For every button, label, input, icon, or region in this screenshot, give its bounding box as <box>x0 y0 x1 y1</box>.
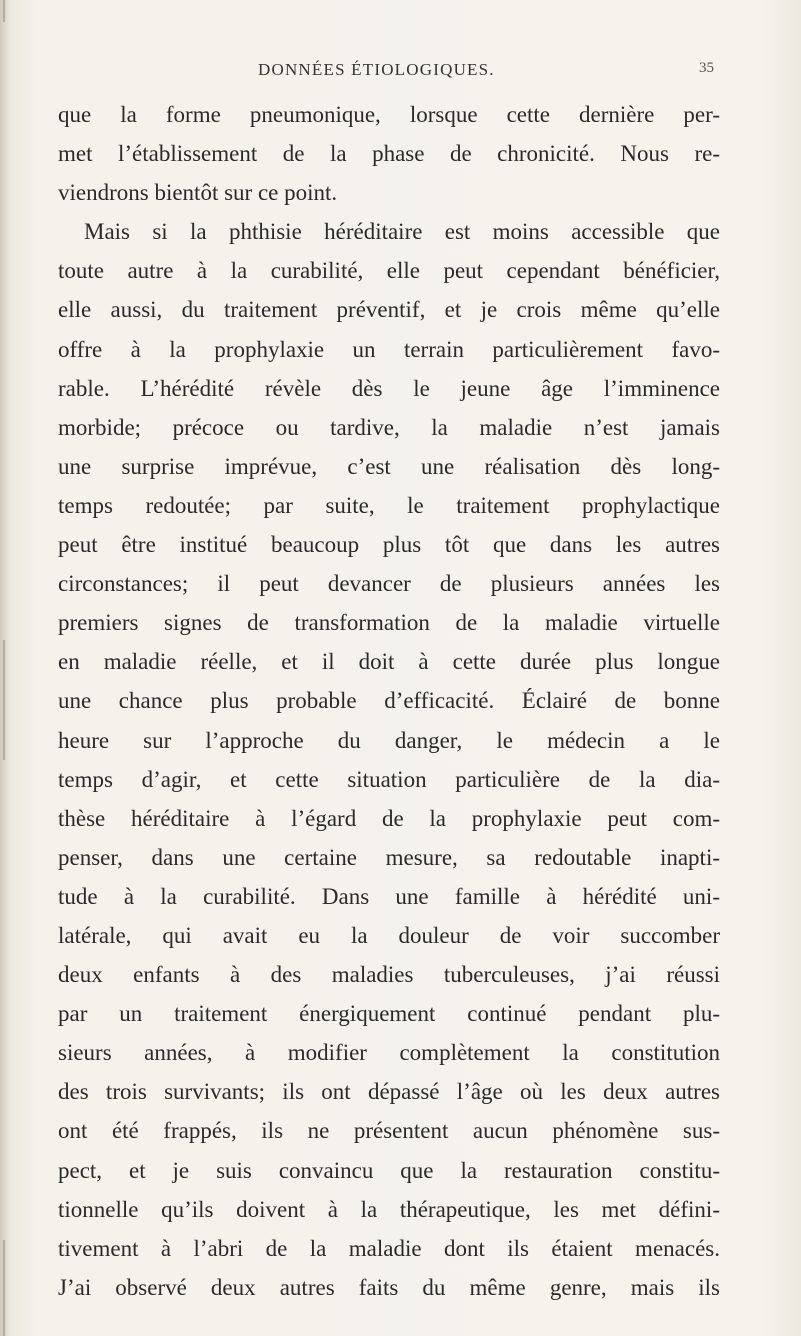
text-line: tude à la curabilité. Dans une famille à hérédité uni- <box>58 883 720 909</box>
text-line: peut être institué beaucoup plus tôt que dans les autres <box>58 532 720 558</box>
text-line: temps redoutée; par suite, le traitement prophylactique <box>58 492 720 518</box>
text-line: elle aussi, du traitement préventif, et je crois même qu’elle <box>58 297 720 323</box>
text-line: offre à la prophylaxie un terrain particulièrement favo- <box>58 336 720 362</box>
text-line: par un traitement énergiquement continué pendant plu- <box>58 1001 720 1027</box>
text-line: thèse héréditaire à l’égard de la prophylaxie peut com- <box>58 805 720 831</box>
text-line: rable. L’hérédité révèle dès le jeune âge l’imminence <box>58 375 720 401</box>
text-line: heure sur l’approche du danger, le médecin a le <box>58 727 720 753</box>
running-header <box>58 60 718 90</box>
body-text <box>58 95 720 1307</box>
page-gutter-shadow <box>0 0 10 1336</box>
text-line: latérale, qui avait eu la douleur de voir succomber <box>58 922 720 948</box>
text-line: penser, dans une certaine mesure, sa redoutable inapti- <box>58 844 720 870</box>
text-line: en maladie réelle, et il doit à cette durée plus longue <box>58 649 720 675</box>
margin-mark <box>3 640 5 760</box>
text-line: Mais si la phthisie héréditaire est moins accessible que <box>84 219 720 245</box>
text-line: viendrons bientôt sur ce point. <box>58 180 338 206</box>
text-line: premiers signes de transformation de la maladie virtuelle <box>58 610 720 636</box>
text-line: une chance plus probable d’efficacité. Éclairé de bonne <box>58 688 720 714</box>
text-line: une surprise imprévue, c’est une réalisation dès long- <box>58 453 720 479</box>
text-line: des trois survivants; ils ont dépassé l’âge où les deux autres <box>58 1079 720 1105</box>
text-line: deux enfants à des maladies tuberculeuses, j’ai réussi <box>58 962 720 988</box>
text-line: sieurs années, à modifier complètement la constitution <box>58 1040 720 1066</box>
running-title: DONNÉES ÉTIOLOGIQUES. <box>258 60 495 79</box>
margin-mark <box>3 1240 5 1336</box>
text-line: morbide; précoce ou tardive, la maladie n’est jamais <box>58 414 720 440</box>
page-number: 35 <box>699 60 714 76</box>
text-line: ont été frappés, ils ne présentent aucun phénomène sus- <box>58 1118 720 1144</box>
text-line: temps d’agir, et cette situation particulière de la dia- <box>58 766 720 792</box>
margin-mark <box>3 0 5 22</box>
text-line: toute autre à la curabilité, elle peut cependant bénéficier, <box>58 258 720 284</box>
text-line: que la forme pneumonique, lorsque cette dernière per- <box>58 102 720 127</box>
text-line: tivement à l’abri de la maladie dont ils étaient menacés. <box>58 1235 720 1261</box>
text-line: pect, et je suis convaincu que la restauration constitu- <box>58 1157 720 1183</box>
text-line: J’ai observé deux autres faits du même genre, mais ils <box>58 1274 720 1300</box>
text-line: met l’établissement de la phase de chronicité. Nous re- <box>58 141 720 167</box>
text-line: circonstances; il peut devancer de plusieurs années les <box>58 571 720 597</box>
text-line: tionnelle qu’ils doivent à la thérapeutique, les met défini- <box>58 1196 720 1222</box>
